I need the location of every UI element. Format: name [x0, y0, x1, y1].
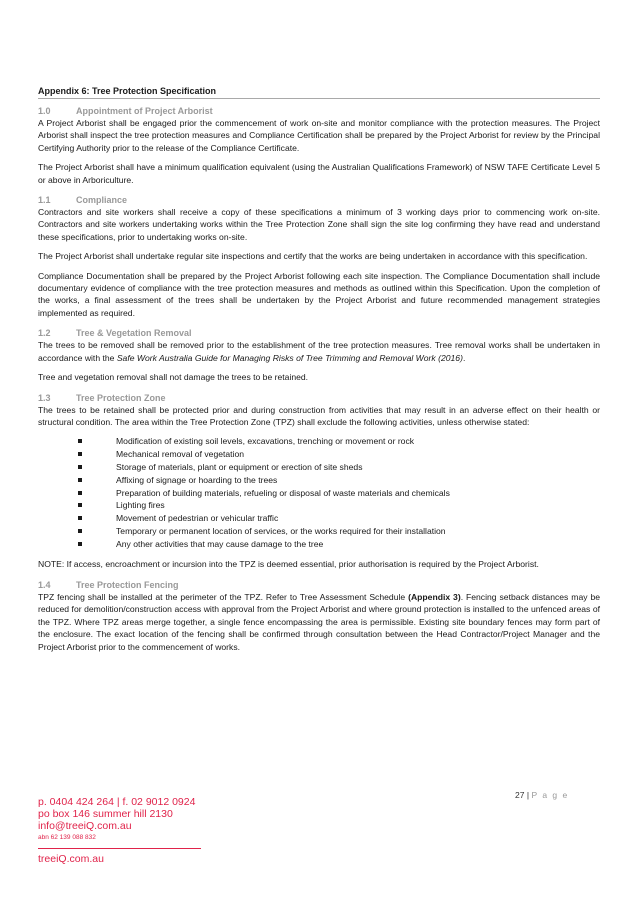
footer-contact: [38, 796, 338, 844]
page-label: P a g e: [531, 790, 569, 800]
footer-website: treeiQ.com.au: [38, 853, 104, 865]
section-appointment: [38, 106, 600, 186]
section-title: Tree & Vegetation Removal: [76, 328, 192, 339]
paragraph: [38, 591, 600, 653]
footer-divider: [38, 848, 201, 849]
paragraph: Contractors and site workers shall receive a copy of these specifications a minimum of 3 working days prior to commencing work on-site. Contractors and site workers undertaking works within the Tree Protection Zone shall sign the site log confirming they have read and understand these specifications, prior to undertaking works on-site.: [38, 207, 600, 242]
section-heading: [38, 195, 600, 205]
paragraph: Compliance Documentation shall be prepared by the Project Arborist following each site inspection. The Compliance Documentation shall include documentary evidence of compliance with the tree protection measures and methods as outlined within this Specification. Upon the completion of the works, a final assessment of the trees shall be undertaken by the Project Arborist and future recommended management strategies implemented as required.: [38, 270, 600, 318]
bullet-icon: [78, 516, 82, 520]
list-item-text: Any other activities that may cause damage to the tree: [116, 538, 324, 549]
bullet-icon: [78, 465, 82, 469]
footer-abn: abn 62 139 088 832: [38, 834, 96, 841]
page-number-separator: |: [526, 790, 530, 800]
list-item: [38, 448, 600, 461]
list-item-text: Storage of materials, plant or equipment or erection of site sheds: [116, 461, 363, 472]
list-item-text: Lighting fires: [116, 500, 165, 511]
footer-po-box: po box 146 summer hill 2130: [38, 808, 173, 820]
list-item-text: Mechanical removal of vegetation: [116, 449, 245, 460]
section-compliance: [38, 195, 600, 319]
list-item-text: Affixing of signage or hoarding to the trees: [116, 474, 278, 485]
bullet-icon: [78, 503, 82, 507]
paragraph: The Project Arborist shall have a minimum qualification equivalent (using the Australian Qualifications Framework) of NSW TAFE Certificate Level 5 or above in Arboriculture.: [38, 162, 600, 185]
appendix-title: Appendix 6: Tree Protection Specification: [38, 86, 217, 96]
list-item-text: Movement of pedestrian or vehicular traffic: [116, 513, 279, 524]
bullet-icon: [78, 439, 82, 443]
page-number-value: 27: [515, 790, 525, 800]
footer-email: info@treeiQ.com.au: [38, 820, 132, 832]
section-heading: [38, 328, 600, 338]
paragraph: The trees to be retained shall be protected prior and during construction from activities that may result in an adverse effect on their health or structural condition. The area within the Tree Protection Zone (TPZ) shall exclude the following activities, unless otherwise stated:: [38, 404, 600, 427]
paragraph-text: . Fencing setback distances may be reduced for demolition/construction access with approval from the Project Arborist and where ground protection is installed to the unfenced areas of the TPZ. Where TPZ areas merge together, a single fence encompassing the area is permissible. Existing site boundary fences may form part of the enclosure. The exact location of the fencing shall be confirmed through consultation between the Head Contractor/Project Manager and the Project Arborist prior to the commencement of works.: [38, 591, 601, 652]
list-item-text: Temporary or permanent location of services, or the works required for their installation: [116, 525, 446, 536]
list-item: [38, 487, 600, 500]
list-item: [38, 435, 600, 448]
section-heading: [38, 106, 600, 116]
paragraph-text: The trees to be removed shall be removed prior to the establishment of the tree protection measures. Tree removal works shall be undertaken in accordance with the: [38, 340, 600, 363]
list-item: [38, 499, 600, 512]
paragraph: A Project Arborist shall be engaged prior the commencement of work on-site and monitor compliance with the protection measures. The Project Arborist shall inspect the tree protection measures and Compliance Certification shall be prepared by the Project Arborist for review by the Principal Certifying Authority prior to the release of the Compliance Certificate.: [38, 118, 600, 153]
list-item: [38, 525, 600, 538]
list-item-text: Modification of existing soil levels, excavations, trenching or movement or rock: [116, 436, 415, 447]
section-heading: [38, 393, 600, 403]
section-title: Tree Protection Fencing: [76, 579, 179, 590]
list-item-text: Preparation of building materials, refueling or disposal of waste materials and chemicals: [116, 487, 450, 498]
section-number: 1.4: [38, 579, 51, 590]
paragraph-text: TPZ fencing shall be installed at the perimeter of the TPZ. Refer to Tree Assessment Schedule: [38, 591, 409, 602]
note-paragraph: NOTE: If access, encroachment or incursion into the TPZ is deemed essential, prior authorisation is required by the Project Arborist.: [38, 559, 539, 570]
title-divider: [38, 98, 600, 99]
section-title: Tree Protection Zone: [76, 392, 166, 403]
bullet-icon: [78, 478, 82, 482]
bullet-icon: [78, 529, 82, 533]
paragraph-text: .: [462, 352, 466, 363]
paragraph: The Project Arborist shall undertake regular site inspections and certify that the works are being undertaken in accordance with this specification.: [38, 251, 588, 262]
list-item: [38, 474, 600, 487]
excluded-activities-list: [38, 435, 600, 550]
section-tree-protection-zone: [38, 393, 600, 571]
paragraph: Tree and vegetation removal shall not damage the trees to be retained.: [38, 372, 309, 383]
section-tree-removal: [38, 328, 600, 383]
bullet-icon: [78, 542, 82, 546]
bullet-icon: [78, 452, 82, 456]
section-number: 1.3: [38, 392, 51, 403]
bullet-icon: [78, 491, 82, 495]
section-title: Compliance: [76, 195, 128, 206]
section-tree-protection-fencing: [38, 580, 600, 653]
section-number: 1.1: [38, 195, 51, 206]
section-title: Appointment of Project Arborist: [76, 106, 213, 116]
list-item: [38, 461, 600, 474]
document-body: [38, 106, 600, 662]
paragraph: [38, 339, 600, 364]
section-heading: [38, 580, 600, 590]
appendix-reference: (Appendix 3): [408, 591, 461, 602]
section-number: 1.2: [38, 328, 51, 339]
section-number: 1.0: [38, 106, 51, 116]
list-item: [38, 512, 600, 525]
page-number: [515, 790, 569, 800]
list-item: [38, 538, 600, 551]
footer-phone: p. 0404 424 264 | f. 02 9012 0924: [38, 796, 196, 808]
guide-reference: Safe Work Australia Guide for Managing Risks of Tree Trimming and Removal Work (2016): [116, 352, 463, 363]
